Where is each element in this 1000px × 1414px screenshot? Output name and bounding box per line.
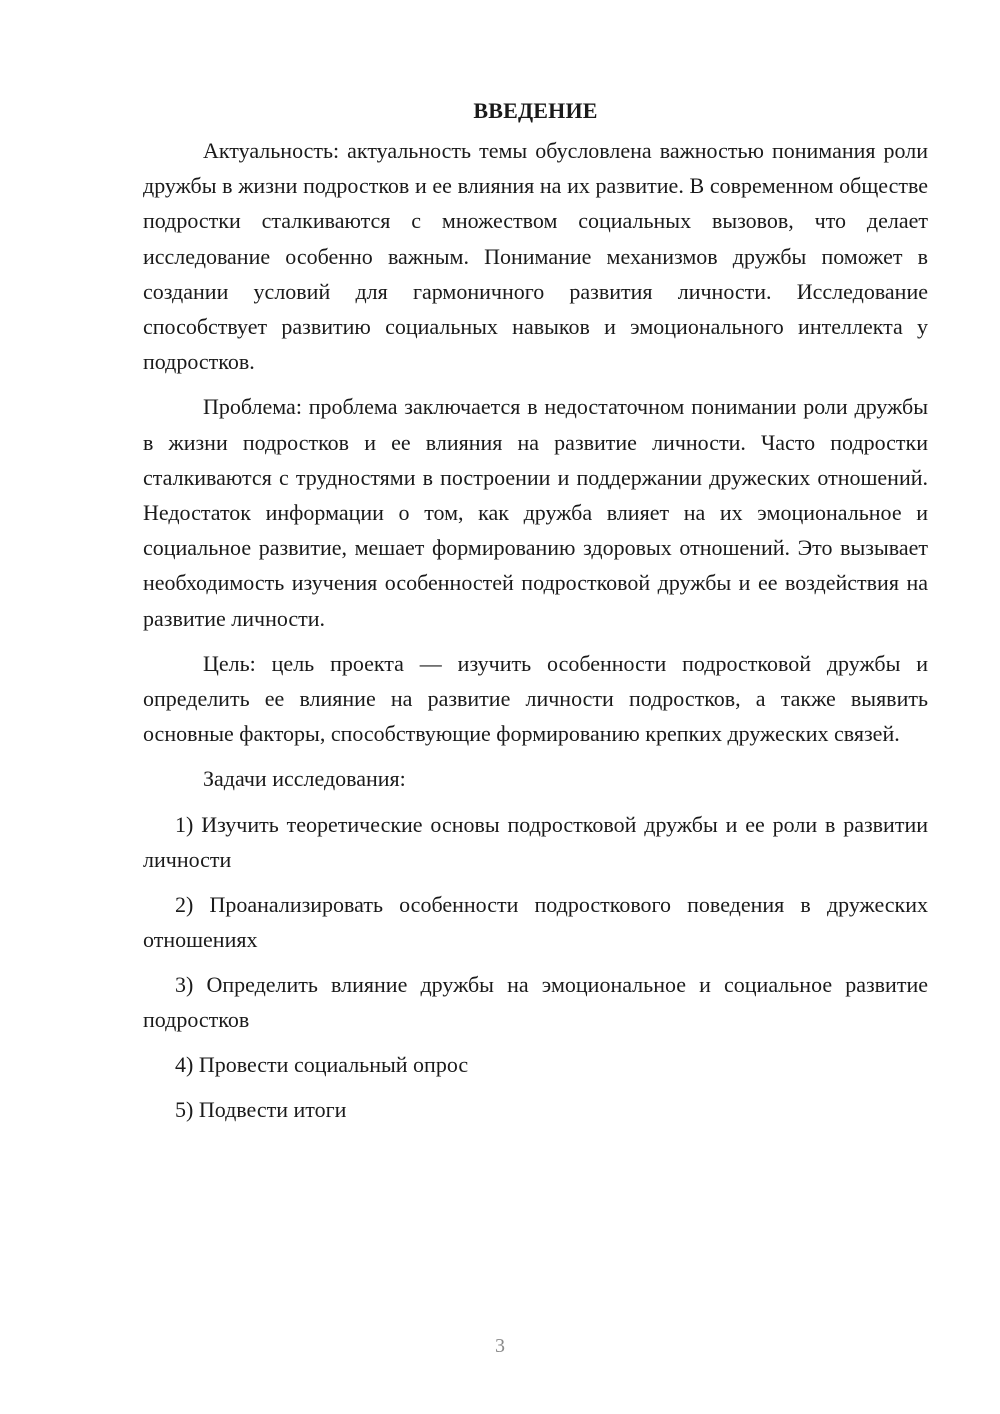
- document-page: [143, 95, 928, 1137]
- task-item-5: 5) Подвести итоги: [175, 1096, 347, 1122]
- task-item-2: 2) Проанализировать особенности подросткового поведения в дружеских отношениях: [143, 891, 928, 952]
- goal-paragraph: Цель: цель проекта — изучить особенности подростковой дружбы и определить ее влияние на развитие личности подростков, а также выявить основные факторы, способствующие формированию крепких дружеских связей.: [143, 650, 928, 747]
- section-heading: ВВЕДЕНИЕ: [473, 98, 598, 123]
- page-number: 3: [495, 1335, 505, 1357]
- tasks-heading: Задачи исследования:: [203, 766, 406, 792]
- task-item-3: 3) Определить влияние дружбы на эмоциональное и социальное развитие подростков: [143, 971, 928, 1032]
- relevance-paragraph: Актуальность: актуальность темы обусловлена важностью понимания роли дружбы в жизни подростков и ее влияния на их развитие. В современном обществе подростки сталкиваются с множеством социальных вызовов, что делает исследование особенно важным. Понимание механизмов дружбы поможет в создании условий для гармоничного развития личности. Исследование способствует развитию социальных навыков и эмоционального интеллекта у подростков.: [143, 138, 928, 375]
- task-item-4: 4) Провести социальный опрос: [175, 1051, 469, 1077]
- task-item-1: 1) Изучить теоретические основы подростковой дружбы и ее роли в развитии личности: [143, 811, 928, 872]
- problem-paragraph: Проблема: проблема заключается в недостаточном понимании роли дружбы в жизни подростков и ее влияния на развитие личности. Часто подростки сталкиваются с трудностями в построении и поддержании дружеских отношений. Недостаток информации о том, как дружба влияет на их эмоциональное и социальное развитие, мешает формированию здоровых отношений. Это вызывает необходимость изучения особенностей подростковой дружбы и ее воздействия на развитие личности.: [143, 394, 928, 631]
